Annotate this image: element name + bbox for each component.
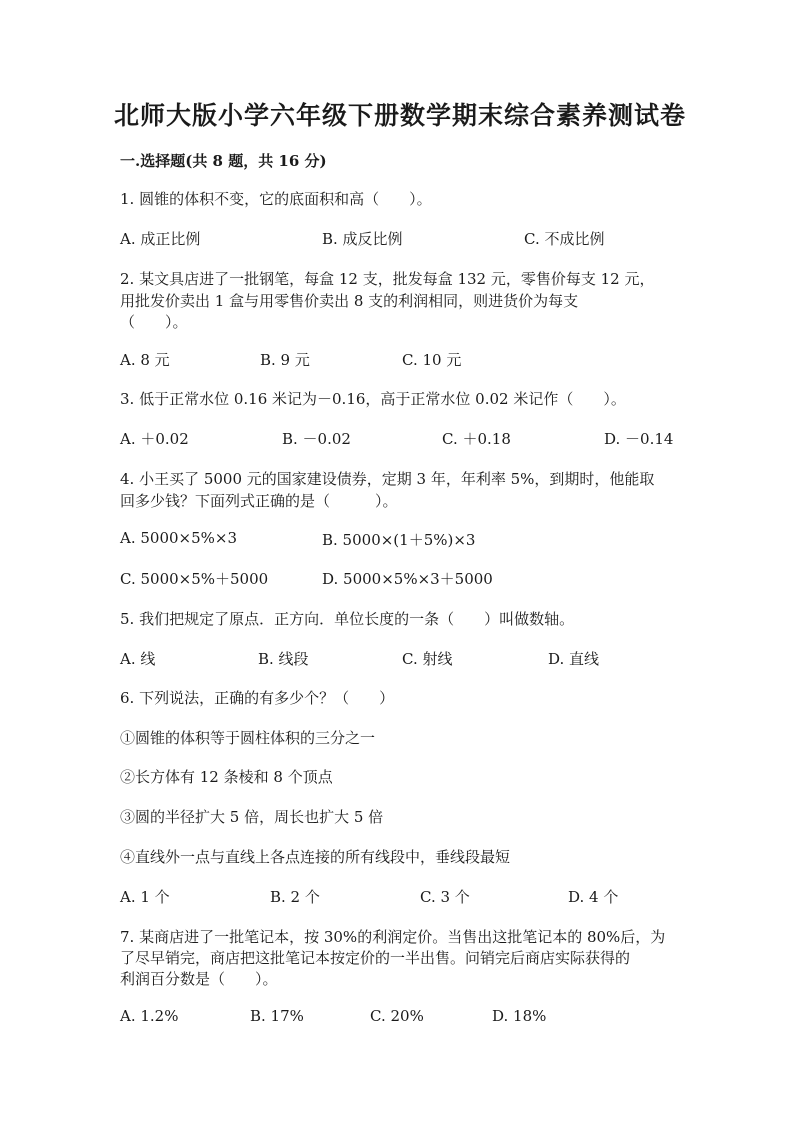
q2-option-c: C. 10 元 bbox=[402, 351, 462, 369]
q5-option-c: C. 射线 bbox=[402, 650, 453, 668]
question-3-stem: 3. 低于正常水位 0.16 米记为－0.16，高于正常水位 0.02 米记作（ ）。 bbox=[120, 390, 626, 408]
question-7-stem-line-2: 了尽早销完，商店把这批笔记本按定价的一半出售。问销完后商店实际获得的 bbox=[120, 949, 631, 967]
q4-option-d: D. 5000×5%×3＋5000 bbox=[322, 570, 493, 588]
page-title: 北师大版小学六年级下册数学期末综合素养测试卷 bbox=[113, 101, 686, 130]
q6-statement-4: ④直线外一点与直线上各点连接的所有线段中，垂线段最短 bbox=[120, 848, 511, 866]
q7-option-a: A. 1.2% bbox=[120, 1007, 179, 1025]
question-4-stem-line-2: 回多少钱？下面列式正确的是（ ）。 bbox=[120, 492, 398, 510]
q2-option-b: B. 9 元 bbox=[260, 351, 310, 369]
q6-option-a: A. 1 个 bbox=[120, 888, 170, 906]
question-2-stem-line-3: （ ）。 bbox=[120, 313, 188, 331]
q3-option-a: A. ＋0.02 bbox=[120, 430, 189, 448]
question-7-stem-line-1: 7. 某商店进了一批笔记本，按 30%的利润定价。当售出这批笔记本的 80%后，为 bbox=[120, 928, 666, 946]
question-5-stem: 5. 我们把规定了原点．正方向．单位长度的一条（ ）叫做数轴。 bbox=[120, 610, 575, 628]
q7-option-d: D. 18% bbox=[492, 1007, 547, 1025]
question-2-stem-line-1: 2. 某文具店进了一批钢笔，每盒 12 支，批发每盒 132 元，零售价每支 12 元， bbox=[120, 270, 655, 288]
section-heading: 一.选择题(共 8 题，共 16 分) bbox=[120, 152, 327, 170]
q1-option-b: B. 成反比例 bbox=[322, 230, 403, 248]
q2-option-a: A. 8 元 bbox=[120, 351, 170, 369]
question-7-stem-line-3: 利润百分数是（ ）。 bbox=[120, 970, 278, 988]
q6-option-c: C. 3 个 bbox=[420, 888, 470, 906]
q1-option-a: A. 成正比例 bbox=[120, 230, 201, 248]
q6-option-b: B. 2 个 bbox=[270, 888, 320, 906]
q6-statement-1: ①圆锥的体积等于圆柱体积的三分之一 bbox=[120, 729, 376, 747]
q5-option-d: D. 直线 bbox=[548, 650, 600, 668]
question-1-stem: 1. 圆锥的体积不变，它的底面积和高（ ）。 bbox=[120, 190, 432, 208]
question-4-stem-line-1: 4. 小王买了 5000 元的国家建设债券，定期 3 年，年利率 5%，到期时，他能取 bbox=[120, 470, 655, 488]
q4-option-b: B. 5000×(1＋5%)×3 bbox=[322, 531, 476, 549]
q6-statement-3: ③圆的半径扩大 5 倍，周长也扩大 5 倍 bbox=[120, 808, 384, 826]
question-2-stem-line-2: 用批发价卖出 1 盒与用零售价卖出 8 支的利润相同，则进货价为每支 bbox=[120, 292, 579, 310]
q6-statement-2: ②长方体有 12 条棱和 8 个顶点 bbox=[120, 768, 333, 786]
q3-option-c: C. ＋0.18 bbox=[442, 430, 511, 448]
q3-option-d: D. －0.14 bbox=[604, 430, 674, 448]
q1-option-c: C. 不成比例 bbox=[524, 230, 605, 248]
q5-option-a: A. 线 bbox=[120, 650, 156, 668]
q7-option-b: B. 17% bbox=[250, 1007, 304, 1025]
q4-option-a: A. 5000×5%×3 bbox=[120, 529, 238, 547]
q6-option-d: D. 4 个 bbox=[568, 888, 619, 906]
q3-option-b: B. －0.02 bbox=[282, 430, 351, 448]
question-6-stem: 6. 下列说法，正确的有多少个？（ ） bbox=[120, 689, 395, 707]
q7-option-c: C. 20% bbox=[370, 1007, 424, 1025]
q4-option-c: C. 5000×5%＋5000 bbox=[120, 570, 269, 588]
q5-option-b: B. 线段 bbox=[258, 650, 309, 668]
